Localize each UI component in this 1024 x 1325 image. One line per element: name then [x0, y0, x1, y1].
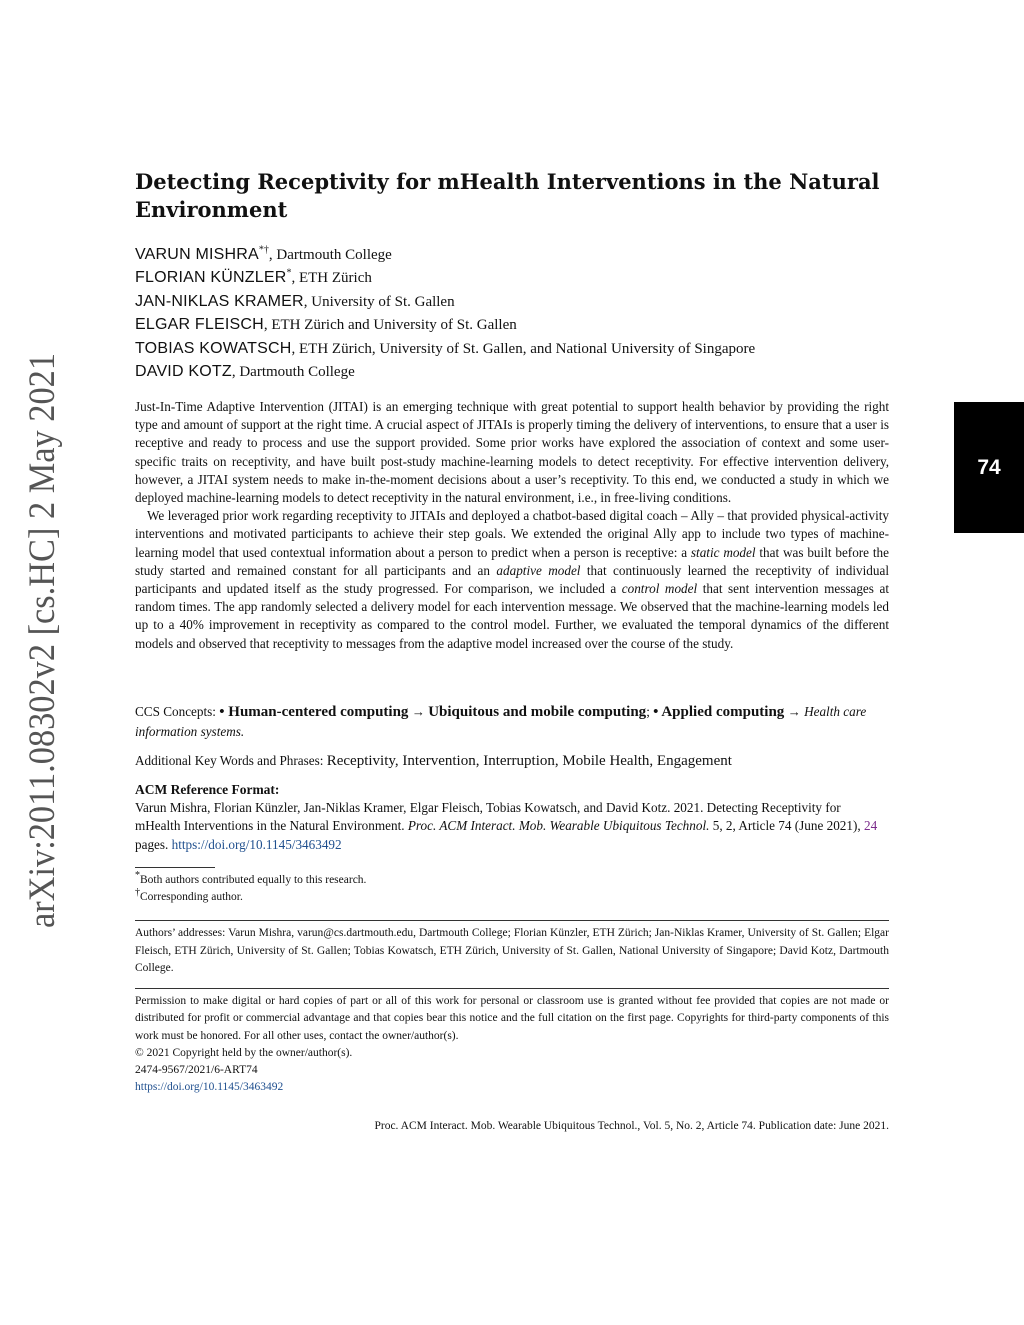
static-model-term: static model	[690, 544, 756, 560]
issn-line: 2474-9567/2021/6-ART74	[135, 1064, 258, 1077]
citation-doi-link[interactable]: https://doi.org/10.1145/3463492	[171, 836, 342, 852]
control-model-term: control model	[621, 581, 698, 597]
author-entry	[135, 243, 889, 266]
article-number-tab	[954, 402, 1024, 533]
author-affiliation: , Dartmouth College	[231, 363, 355, 380]
abstract	[135, 398, 889, 653]
author-affiliation: , ETH Zürich and University of St. Gallen	[263, 317, 517, 334]
copyright-line: © 2021 Copyright held by the owner/author(s).	[135, 1046, 353, 1059]
author-affiliation: , Dartmouth College	[268, 247, 392, 263]
ccs-ubiquitous: Ubiquitous and mobile computing	[428, 704, 647, 720]
author-name: ELGAR FLEISCH	[135, 316, 264, 334]
author-addresses: Authors’ addresses: Varun Mishra, varun@cs.dartmouth.edu, Dartmouth College; Florian Künzler, ETH Zürich; Jan-Niklas Kramer, University of St. Gallen; Elgar Fleisch, ETH Zürich, University of St. Gallen; Tobias Kowatsch, ETH Zürich, University of St. Gallen, National University of Singapore; David Kotz, Dartmouth College.	[135, 927, 889, 974]
abstract-text: that sent intervention messages at random times. The app randomly selected a delivery model for each intervention message. We observed that the machine-learning models led up to a 40% improvement in receptivity as compared to the control model. Further, we evaluated the temporal dynamics of the different models and observed that receptivity to messages from the adaptive model increased over the course of the study.	[135, 581, 889, 651]
author-entry	[135, 266, 889, 289]
author-marks: *	[286, 268, 292, 280]
footnote-rule	[135, 867, 215, 868]
ccs-hcc: Human-centered computing	[228, 704, 409, 720]
ccs-arrow: →	[408, 704, 429, 719]
footnotes	[135, 872, 889, 906]
arxiv-stamp-text: arXiv:2011.08302v2 [cs.HC] 2 May 2021	[22, 350, 63, 928]
permissions-block	[135, 993, 889, 1097]
keywords-label: Additional Key Words and Phrases:	[135, 753, 327, 768]
arxiv-stamp	[6, 350, 66, 930]
author-name: VARUN MISHRA	[135, 246, 259, 263]
footnote-mark: *	[135, 870, 140, 882]
ccs-arrow: →	[784, 704, 805, 719]
permissions-doi-link[interactable]: https://doi.org/10.1145/3463492	[135, 1081, 284, 1094]
footnote-text: Corresponding author.	[140, 891, 243, 903]
abstract-text: that continuously learned the receptivity of individual participants and updated itself as the study progressed. For comparison, we included a	[135, 562, 889, 597]
footnote-equal-contribution	[135, 872, 889, 889]
acm-reference-heading: ACM Reference Format:	[135, 782, 280, 797]
addresses-rule	[135, 920, 889, 921]
citation-page-count[interactable]: 24	[863, 818, 878, 834]
author-affiliation: , ETH Zürich	[291, 270, 372, 287]
running-footer: Proc. ACM Interact. Mob. Wearable Ubiquitous Technol., Vol. 5, No. 2, Article 74. Publication date: June 2021.	[374, 1120, 889, 1132]
acm-reference	[135, 781, 889, 854]
footnote-text: Both authors contributed equally to this research.	[140, 874, 367, 886]
abstract-paragraph-1: Just-In-Time Adaptive Intervention (JITAI) is an emerging technique with great potential to support health behavior by providing the right type and amount of support at the right time. A crucial aspect of JITAIs is properly timing the delivery of interventions, to ensure that a user is receptive and ready to process and use the support provided. Some prior works have explored the association of context and some user-specific traits on receptivity, and have built post-study machine-learning models to detect receptivity. For effective intervention delivery, however, a JITAI system needs to make in-the-moment decisions about a user’s receptivity. To this end, we conducted a study in which we deployed machine-learning models to detect receptivity in the natural environment, i.e., in free-living conditions.	[135, 399, 889, 506]
author-name: FLORIAN KÜNZLER	[135, 269, 287, 287]
author-name: JAN-NIKLAS KRAMER	[135, 292, 304, 310]
paper-title: Detecting Receptivity for mHealth Interventions in the Natural Environment	[135, 169, 880, 222]
ccs-applied: Applied computing	[661, 704, 785, 720]
ccs-label: CCS Concepts:	[135, 704, 220, 719]
author-entry	[135, 290, 889, 313]
footnote-mark: †	[135, 887, 140, 899]
author-marks: *†	[258, 244, 269, 256]
author-name: DAVID KOTZ	[135, 362, 232, 380]
ccs-health-care: Health care information systems	[135, 704, 867, 739]
ccs-concepts	[135, 702, 889, 741]
keywords-values: Receptivity, Intervention, Interruption, Mobile Health, Engagement	[326, 753, 732, 769]
author-list	[135, 243, 889, 383]
ccs-bullet: •	[219, 704, 229, 720]
permissions-rule	[135, 988, 889, 989]
permissions-text: Permission to make digital or hard copies of part or all of this work for personal or classroom use is granted without fee provided that copies are not made or distributed for profit or commercial advantage and that copies bear this notice and the full citation on the first page. Copyrights for third-party components of this work must be honored. For all other uses, contact the owner/author(s).	[135, 995, 889, 1042]
author-entry	[135, 313, 889, 336]
abstract-text: that was built before the study started and remained constant for all participants and an	[135, 544, 889, 578]
citation-journal: Proc. ACM Interact. Mob. Wearable Ubiquitous Technol.	[407, 818, 710, 834]
author-affiliation: , University of St. Gallen	[303, 293, 455, 310]
abstract-paragraph-2	[135, 507, 889, 653]
author-entry	[135, 360, 889, 383]
acm-reference-text	[135, 799, 889, 854]
author-name: TOBIAS KOWATSCH	[135, 339, 292, 357]
ccs-separator: ;	[646, 704, 654, 719]
citation-text: pages.	[135, 836, 172, 852]
ccs-bullet: •	[653, 704, 662, 720]
footnote-corresponding-author	[135, 889, 889, 906]
article-number: 74	[977, 455, 1001, 479]
abstract-text: We leveraged prior work regarding receptivity to JITAIs and deployed a chatbot-based digital coach – Ally – that provided physical-activity interventions and motivated participants to achieve their step goals. We extended the original Ally app to include two types of machine-learning model that used contextual information about a person to predict when a person is receptive: a	[135, 508, 889, 560]
ccs-end: .	[240, 724, 245, 739]
adaptive-model-term: adaptive model	[496, 562, 581, 578]
author-entry	[135, 337, 889, 360]
citation-text: 5, 2, Article 74 (June 2021),	[709, 818, 864, 834]
author-affiliation: , ETH Zürich, University of St. Gallen, and National University of Singapore	[291, 340, 756, 357]
citation-text: Varun Mishra, Florian Künzler, Jan-Niklas Kramer, Elgar Fleisch, Tobias Kowatsch, and David Kotz. 2021. Detecting Receptivity for mHealth Interventions in the Natural Environment.	[135, 800, 841, 834]
keywords	[135, 751, 889, 771]
